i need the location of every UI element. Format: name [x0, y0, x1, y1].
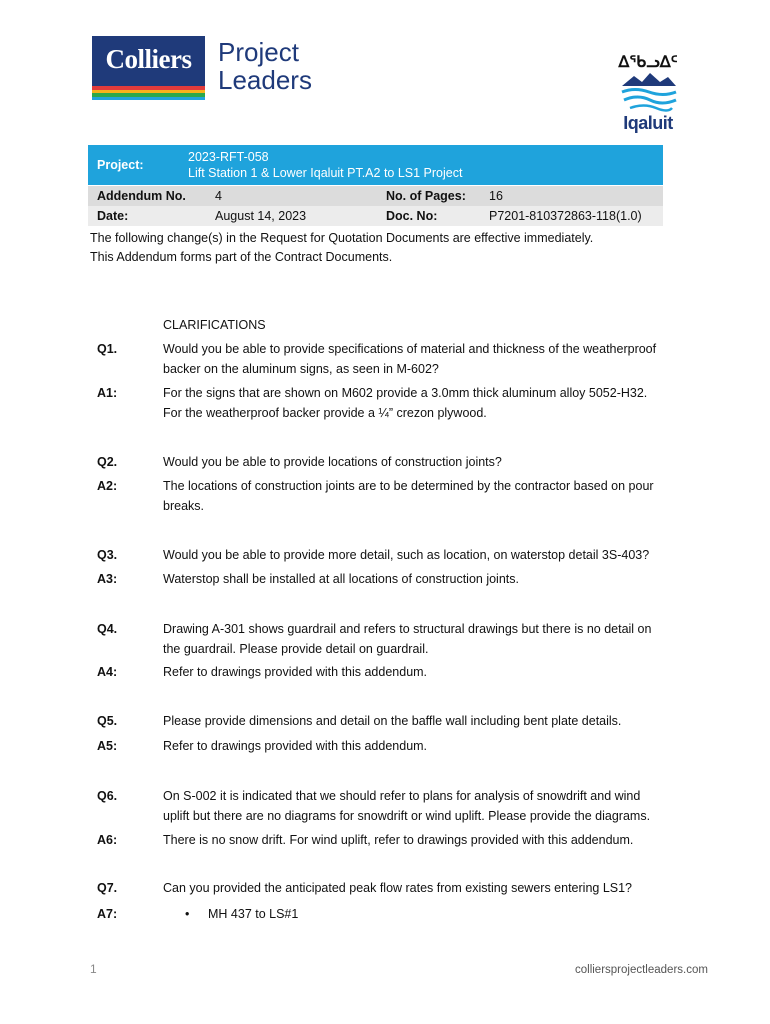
q1-label: Q1. [97, 342, 118, 356]
stripe-blue [92, 97, 205, 101]
colliers-wordmark: Colliers [105, 44, 192, 74]
page-number: 1 [90, 962, 97, 976]
a1-text: For the signs that are shown on M602 provide a 3.0mm thick aluminum alloy 5052-H32. For the weatherproof backer provide a ¼” crezon plywood. [163, 386, 648, 420]
q3-text: Would you be able to provide more detail, such as location, on waterstop detail 3S-403? [163, 548, 650, 562]
q1-text: Would you be able to provide specifications of material and thickness of the weatherproof backer on the aluminum signs, as seen in M-602? [163, 342, 657, 376]
section-title: CLARIFICATIONS [163, 318, 266, 332]
a1-label: A1: [97, 386, 118, 400]
date-value: August 14, 2023 [215, 209, 307, 223]
project-leaders-text [218, 38, 312, 94]
iqaluit-wordmark: Iqaluit [623, 113, 673, 133]
project-leaders-line1: Project [218, 37, 299, 67]
bullet-icon: • [185, 907, 190, 921]
intro-line-2: This Addendum forms part of the Contract Documents. [90, 250, 393, 264]
addendum-label: Addendum No. [97, 189, 186, 203]
a4-text: Refer to drawings provided with this addendum. [163, 665, 428, 679]
date-label: Date: [97, 209, 129, 223]
intro-line-1: The following change(s) in the Request for Quotation Documents are effective immediately. [90, 231, 594, 245]
q6-text: On S-002 it is indicated that we should refer to plans for analysis of snowdrift and wind uplift but there are no diagrams for snowdrift or wind uplift. Please provide the diagrams. [163, 789, 651, 823]
pages-label: No. of Pages: [386, 189, 466, 203]
project-header-row [88, 145, 663, 185]
a6-text: There is no snow drift. For wind uplift, refer to drawings provided with this addendum. [163, 833, 634, 847]
a3-text: Waterstop shall be installed at all locations of construction joints. [163, 572, 519, 586]
project-code: 2023-RFT-058 [188, 150, 269, 164]
iqaluit-emblem-icon [620, 70, 678, 112]
pages-value: 16 [489, 189, 503, 203]
a5-text: Refer to drawings provided with this addendum. [163, 739, 428, 753]
q4-label: Q4. [97, 622, 118, 636]
q6-label: Q6. [97, 789, 118, 803]
q5-label: Q5. [97, 714, 118, 728]
a2-text: The locations of construction joints are to be determined by the contractor based on pour breaks. [163, 479, 654, 513]
a2-label: A2: [97, 479, 118, 493]
addendum-value: 4 [215, 189, 222, 203]
q3-label: Q3. [97, 548, 118, 562]
a5-label: A5: [97, 739, 118, 753]
a7-bullet-text: MH 437 to LS#1 [208, 907, 299, 921]
date-row [88, 206, 663, 226]
a3-label: A3: [97, 572, 118, 586]
q5-text: Please provide dimensions and detail on the baffle wall including bent plate details. [163, 714, 622, 728]
q7-label: Q7. [97, 881, 118, 895]
a4-label: A4: [97, 665, 118, 679]
q2-text: Would you be able to provide locations of construction joints? [163, 455, 502, 469]
doc-value: P7201-810372863-118(1.0) [489, 209, 642, 223]
q7-text: Can you provided the anticipated peak flow rates from existing sewers entering LS1? [163, 881, 633, 895]
doc-label: Doc. No: [386, 209, 438, 223]
addendum-row [88, 186, 663, 206]
project-label: Project: [97, 158, 144, 172]
q2-label: Q2. [97, 455, 118, 469]
a6-label: A6: [97, 833, 118, 847]
q4-text: Drawing A-301 shows guardrail and refers to structural drawings but there is no detail on the guardrail. Please provide detail on guardrail. [163, 622, 652, 656]
project-leaders-line2: Leaders [218, 65, 312, 95]
footer-url: colliersprojectleaders.com [575, 964, 708, 976]
project-name: Lift Station 1 & Lower Iqaluit PT.A2 to LS1 Project [188, 166, 463, 180]
a7-label: A7: [97, 907, 118, 921]
logo-stripes [92, 86, 205, 100]
iqaluit-syllabics: ᐃᖃᓗᐃᑦ [618, 54, 678, 71]
